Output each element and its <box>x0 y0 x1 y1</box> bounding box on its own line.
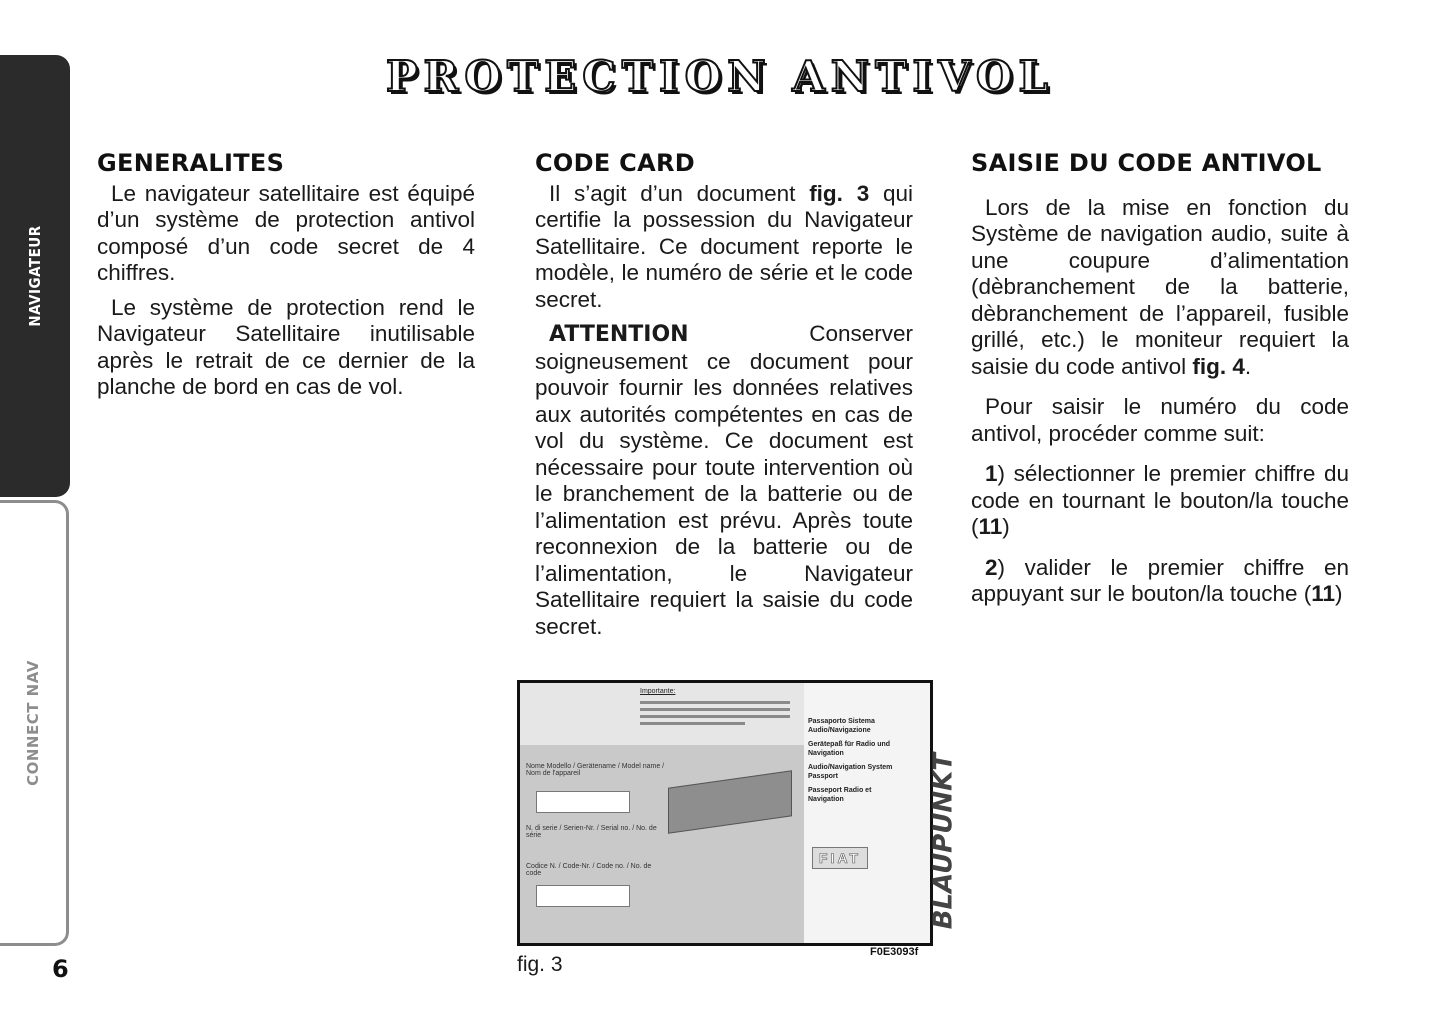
figure-reference: fig. 4 <box>1192 353 1245 379</box>
section-saisie-code <box>971 150 1349 622</box>
text-run: ) <box>1002 514 1010 539</box>
field-box-model <box>536 791 630 813</box>
text-run: ) valider le premier chiffre en appuyant sur le bouton/la touche ( <box>971 554 1349 606</box>
passport-title-de: Gerätepaß für Radio und Navigation <box>808 741 891 757</box>
text-line <box>640 701 790 704</box>
section-generalites <box>97 150 475 409</box>
card-note-label: Importante: <box>640 688 676 695</box>
paragraph <box>971 195 1349 381</box>
figure-caption: fig. 3 <box>517 953 563 976</box>
page-number: 6 <box>52 955 69 983</box>
side-tab-connect-nav[interactable] <box>0 500 69 946</box>
text-run: Lors de la mise en fonction du Système de navigation audio, suite à une coupure d’alimentation (dèbranchement de la batterie, dèbranchement de l’appareil, fusible grillé, etc.) le moniteur requiert la saisie du code antivol <box>971 194 1349 379</box>
side-tab-navigateur-label: NAVIGATEUR <box>26 225 44 327</box>
text-line <box>640 708 790 711</box>
card-note-block <box>640 687 790 729</box>
passport-title-en: Audio/Navigation System Passport <box>808 764 893 780</box>
paragraph: Le navigateur satellitaire est équipé d’un système de protection antivol composé d’un code secret de 4 chiffres. <box>97 180 475 285</box>
step-number: 1 <box>985 461 998 486</box>
section-heading: SAISIE DU CODE ANTIVOL <box>971 149 1322 177</box>
passport-title-fr: Passeport Radio et Navigation <box>808 787 872 803</box>
paragraph: Pour saisir le numéro du code antivol, procéder comme suit: <box>971 394 1349 446</box>
field-box-code <box>536 885 630 907</box>
step-1 <box>971 461 1349 541</box>
text-line <box>640 722 745 725</box>
step-number: 2 <box>985 554 998 580</box>
passport-title-it: Passaporto Sistema Audio/Navigazione <box>808 718 875 734</box>
attention-label: ATTENTION <box>549 322 689 347</box>
card-right-panel <box>804 683 958 943</box>
section-heading: CODE CARD <box>535 149 695 177</box>
step-2 <box>971 555 1349 608</box>
text-run: qui certifie la possession du Navigateur Satellitaire. Ce document reporte le modèle, le numéro de série et le code secret. <box>535 180 913 312</box>
text-run: ) sélectionner le premier chiffre du code en tournant le bouton/la touche ( <box>971 461 1349 539</box>
side-tab-navigateur[interactable] <box>0 55 70 497</box>
side-tab-connect-nav-label: CONNECT NAV <box>24 660 42 786</box>
paragraph: Le système de protection rend le Navigateur Satellitaire inutilisable après le retrait de ce dernier de la planche de bord en cas de vol. <box>97 294 475 399</box>
figure-code: F0E3093f <box>870 946 919 958</box>
section-heading: GENERALITES <box>97 149 285 177</box>
text-run: Conserver soigneusement ce document pour pouvoir fournir les données relatives aux autorités compétentes en cas de vol du système. Ce document est nécessaire pour toute intervention où le branchement de la batterie ou de l’alimentation est prévu. Après toute reconnexion de la batterie ou de l’alimentation, le Navigateur Satellitaire requiert la saisie du code secret. <box>535 321 913 639</box>
passport-titles <box>808 717 900 809</box>
paragraph <box>535 181 913 314</box>
key-reference: 11 <box>1311 581 1336 606</box>
text-line <box>640 715 790 718</box>
key-reference: 11 <box>978 514 1003 539</box>
page-title: PROTECTION ANTIVOL <box>385 52 1055 101</box>
field-label-serial: N. di serie / Serien-Nr. / Serial no. / No. de série <box>526 825 657 839</box>
figure-reference: fig. 3 <box>809 180 870 206</box>
text-run: ) <box>1335 581 1343 606</box>
field-label-code: Codice N. / Code-Nr. / Code no. / No. de code <box>526 863 652 877</box>
field-label-model: Nome Modello / Gerätename / Model name / Nom de l'appareil <box>526 763 665 777</box>
text-run: . <box>1244 353 1252 379</box>
fiat-logo: FIAT <box>812 847 868 869</box>
code-card-figure <box>517 680 958 946</box>
attention-paragraph <box>535 321 913 640</box>
section-code-card <box>535 150 913 648</box>
blaupunkt-logo: BLAUPUNKT <box>928 753 958 930</box>
text-run: Il s’agit d’un document <box>549 180 810 206</box>
